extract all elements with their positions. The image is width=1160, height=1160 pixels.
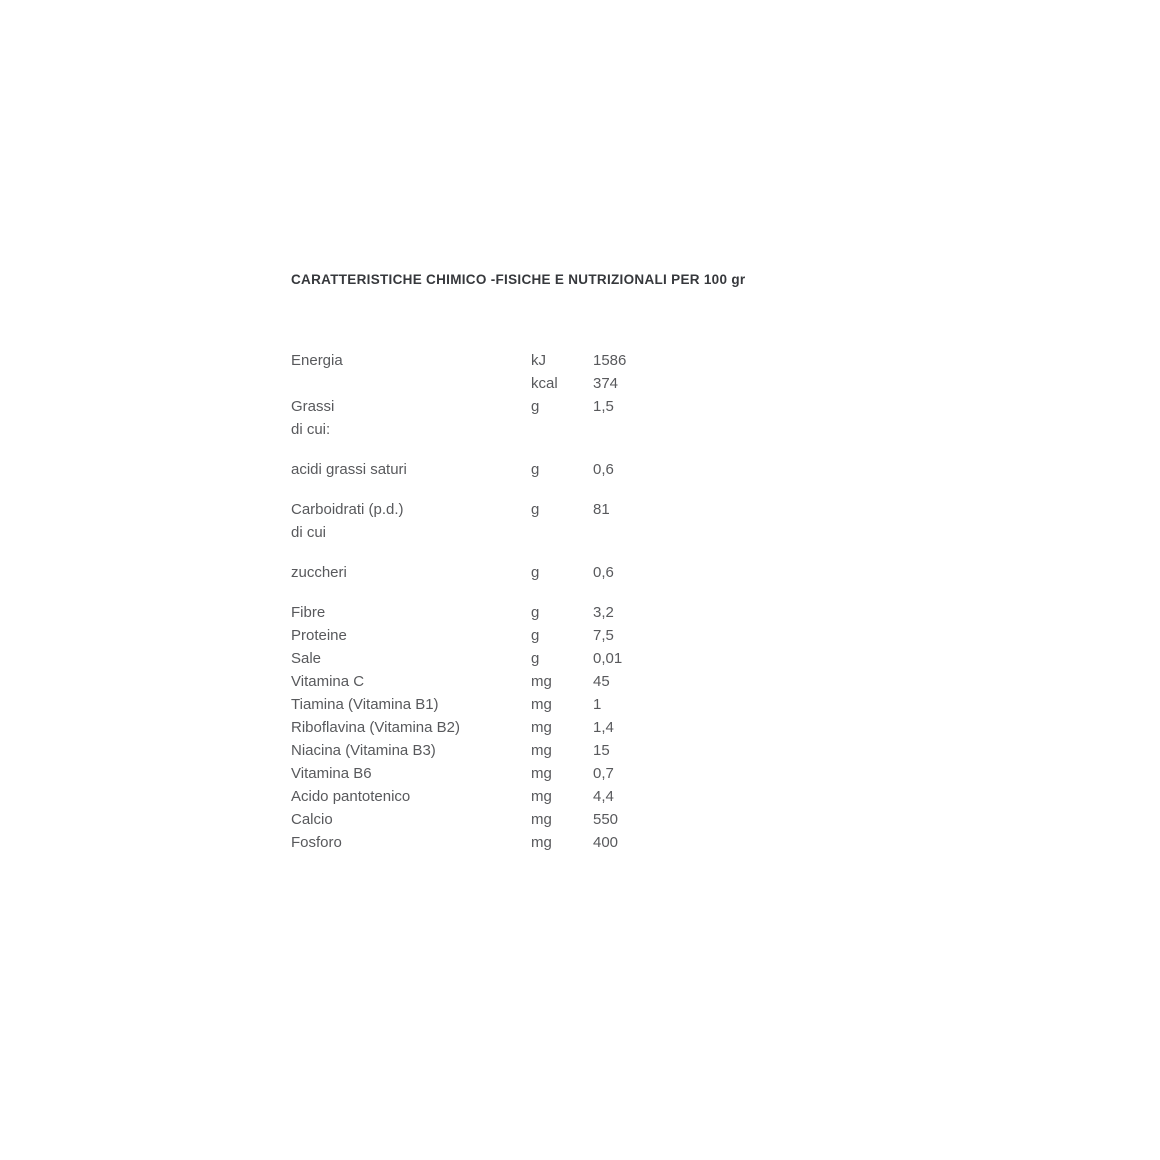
nutrient-unit: mg xyxy=(531,834,552,851)
row-spacer-cell xyxy=(291,584,713,601)
nutrient-value: 0,6 xyxy=(593,564,614,581)
nutrition-table xyxy=(291,349,713,854)
nutrient-name: Acido pantotenico xyxy=(291,788,411,805)
nutrient-name: Carboidrati (p.d.) xyxy=(291,501,404,518)
nutrient-unit xyxy=(531,418,593,441)
nutrient-value: 1586 xyxy=(593,352,627,369)
nutrient-value: 1 xyxy=(593,696,602,713)
table-row xyxy=(291,785,713,808)
nutrient-unit: g xyxy=(531,564,540,581)
nutrient-name: Riboflavina (Vitamina B2) xyxy=(291,719,460,736)
nutrient-unit: g xyxy=(531,604,540,621)
nutrient-value: 3,2 xyxy=(593,604,614,621)
row-spacer-cell xyxy=(291,544,713,561)
table-row xyxy=(291,418,713,441)
nutrient-unit: g xyxy=(531,398,540,415)
nutrient-name: zuccheri xyxy=(291,564,347,581)
table-row xyxy=(291,561,713,584)
nutrient-value: 1,4 xyxy=(593,719,614,736)
nutrient-name: Energia xyxy=(291,352,343,369)
row-spacer xyxy=(291,584,713,601)
table-row xyxy=(291,458,713,481)
page-title: CARATTERISTICHE CHIMICO -FISICHE E NUTRIZIONALI PER 100 gr xyxy=(291,272,746,287)
nutrient-unit: mg xyxy=(531,788,552,805)
nutrient-value: 550 xyxy=(593,811,619,828)
nutrient-unit: mg xyxy=(531,673,552,690)
table-row xyxy=(291,395,713,418)
nutrition-table-body xyxy=(291,349,713,854)
table-row xyxy=(291,739,713,762)
nutrient-value xyxy=(593,521,713,544)
row-spacer-cell xyxy=(291,441,713,458)
nutrition-information-block xyxy=(291,272,911,854)
nutrient-unit: mg xyxy=(531,742,552,759)
table-row xyxy=(291,693,713,716)
nutrient-unit: mg xyxy=(531,696,552,713)
nutrient-name: di cui xyxy=(291,524,327,541)
nutrient-name xyxy=(291,372,531,395)
nutrient-unit: g xyxy=(531,501,540,518)
nutrient-name: Fibre xyxy=(291,604,326,621)
nutrient-unit: g xyxy=(531,650,540,667)
nutrient-unit xyxy=(531,521,593,544)
nutrient-unit: g xyxy=(531,461,540,478)
table-row xyxy=(291,762,713,785)
table-row xyxy=(291,647,713,670)
nutrient-name: acidi grassi saturi xyxy=(291,461,407,478)
nutrient-value xyxy=(593,418,713,441)
nutrient-name: Fosforo xyxy=(291,834,342,851)
table-row xyxy=(291,601,713,624)
table-row xyxy=(291,808,713,831)
nutrient-value: 15 xyxy=(593,742,610,759)
nutrient-name: Sale xyxy=(291,650,322,667)
nutrient-unit: kJ xyxy=(531,352,546,369)
nutrient-value: 0,01 xyxy=(593,650,623,667)
table-row xyxy=(291,349,713,372)
table-row xyxy=(291,521,713,544)
nutrient-unit: mg xyxy=(531,811,552,828)
table-row xyxy=(291,716,713,739)
nutrient-unit: kcal xyxy=(531,375,558,392)
nutrient-name: Vitamina B6 xyxy=(291,765,372,782)
row-spacer xyxy=(291,544,713,561)
nutrient-name: di cui: xyxy=(291,421,331,438)
nutrient-unit: mg xyxy=(531,765,552,782)
nutrient-name: Proteine xyxy=(291,627,347,644)
nutrient-value: 81 xyxy=(593,501,610,518)
nutrient-name: Calcio xyxy=(291,811,333,828)
row-spacer-cell xyxy=(291,481,713,498)
row-spacer xyxy=(291,441,713,458)
table-row xyxy=(291,498,713,521)
table-row xyxy=(291,670,713,693)
table-row xyxy=(291,624,713,647)
nutrient-name: Grassi xyxy=(291,398,335,415)
nutrient-value: 1,5 xyxy=(593,398,614,415)
nutrient-unit: mg xyxy=(531,719,552,736)
nutrient-name: Vitamina C xyxy=(291,673,365,690)
nutrient-value: 0,7 xyxy=(593,765,614,782)
nutrient-value: 0,6 xyxy=(593,461,614,478)
nutrient-unit: g xyxy=(531,627,540,644)
nutrient-value: 400 xyxy=(593,834,619,851)
nutrient-value: 4,4 xyxy=(593,788,614,805)
nutrient-value: 7,5 xyxy=(593,627,614,644)
table-row xyxy=(291,372,713,395)
nutrient-name: Niacina (Vitamina B3) xyxy=(291,742,436,759)
row-spacer xyxy=(291,481,713,498)
nutrient-value: 374 xyxy=(593,375,619,392)
nutrient-name: Tiamina (Vitamina B1) xyxy=(291,696,439,713)
table-row xyxy=(291,831,713,854)
nutrient-value: 45 xyxy=(593,673,610,690)
